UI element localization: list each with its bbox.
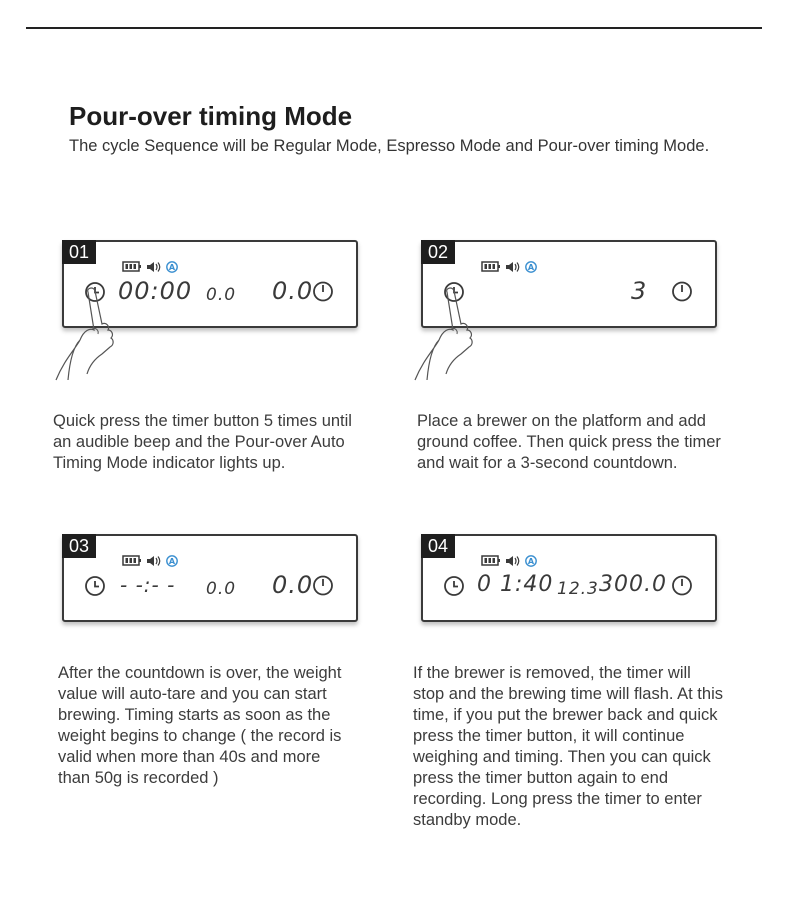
description-line: ground coffee. Then quick press the timer	[417, 433, 721, 451]
speaker-icon	[147, 262, 160, 272]
clock-icon[interactable]	[84, 575, 106, 597]
page-subtitle: The cycle Sequence will be Regular Mode, Espresso Mode and Pour-over timing Mode.	[69, 137, 710, 155]
status-icons	[122, 260, 184, 274]
auto-mode-icon	[167, 262, 177, 272]
description-line: valid when more than 40s and more	[58, 748, 321, 766]
battery-icon	[123, 556, 141, 565]
description-line: than 50g is recorded )	[58, 769, 219, 787]
step-1-description	[53, 411, 352, 474]
step-2-badge: 02	[421, 240, 455, 264]
battery-icon	[482, 262, 500, 271]
timer-readout: - -:- -	[120, 573, 176, 597]
step-4-display	[421, 534, 717, 622]
flow-rate-readout: 0.0	[206, 285, 237, 305]
top-rule	[26, 27, 762, 29]
description-line: If the brewer is removed, the timer will	[413, 664, 691, 682]
step-1-badge: 01	[62, 240, 96, 264]
clock-icon[interactable]	[443, 575, 465, 597]
flow-rate-readout: 12.3	[557, 579, 599, 599]
step-4-description	[413, 663, 723, 831]
description-line: Quick press the timer button 5 times until	[53, 412, 352, 430]
description-line: weight begins to change ( the record is	[58, 727, 342, 745]
status-icons	[481, 554, 543, 568]
timer-readout: 00:00	[118, 277, 193, 305]
power-icon[interactable]	[671, 280, 693, 302]
step-2-description	[417, 411, 721, 474]
description-line: brewing. Timing starts as soon as the	[58, 706, 331, 724]
description-line: and wait for a 3-second countdown.	[417, 454, 678, 472]
auto-mode-icon	[526, 556, 536, 566]
page-title: Pour-over timing Mode	[69, 101, 353, 131]
hand-icon	[50, 284, 120, 384]
speaker-icon	[506, 556, 519, 566]
speaker-icon	[506, 262, 519, 272]
speaker-icon	[147, 556, 160, 566]
description-line: standby mode.	[413, 811, 522, 829]
step-3-description	[58, 663, 341, 789]
battery-icon	[123, 262, 141, 271]
status-icons	[122, 554, 184, 568]
step-3-badge: 03	[62, 534, 96, 558]
power-icon[interactable]	[671, 574, 693, 596]
description-line: After the countdown is over, the weight	[58, 664, 342, 682]
status-icons	[481, 260, 543, 274]
hand-icon	[409, 284, 479, 384]
auto-mode-icon	[167, 556, 177, 566]
svg-text:A: A	[168, 557, 176, 566]
description-line: value will auto-tare and you can start	[58, 685, 327, 703]
description-line: Timing Mode indicator lights up.	[53, 454, 286, 472]
timer-readout: 0 1:40	[477, 572, 554, 597]
description-line: an audible beep and the Pour-over Auto	[53, 433, 345, 451]
auto-mode-icon	[526, 262, 536, 272]
description-line: press the timer button again to end	[413, 769, 668, 787]
description-line: weighing and timing. Then you can quick	[413, 748, 711, 766]
countdown-readout: 3	[631, 277, 648, 305]
step-3-display	[62, 534, 358, 622]
description-line: recording. Long press the timer to enter	[413, 790, 702, 808]
description-line: time, if you put the brewer back and quick	[413, 706, 718, 724]
svg-text:A: A	[527, 263, 535, 272]
description-line: Place a brewer on the platform and add	[417, 412, 706, 430]
power-icon[interactable]	[312, 574, 334, 596]
weight-readout: 300.0	[599, 572, 667, 597]
flow-rate-readout: 0.0	[206, 579, 237, 599]
svg-text:A: A	[168, 263, 176, 272]
weight-readout: 0.0	[272, 571, 314, 599]
description-line: press the timer button, it will continue	[413, 727, 685, 745]
battery-icon	[482, 556, 500, 565]
power-icon[interactable]	[312, 280, 334, 302]
weight-readout: 0.0	[272, 277, 314, 305]
svg-text:A: A	[527, 557, 535, 566]
step-4-badge: 04	[421, 534, 455, 558]
description-line: stop and the brewing time will flash. At this	[413, 685, 723, 703]
